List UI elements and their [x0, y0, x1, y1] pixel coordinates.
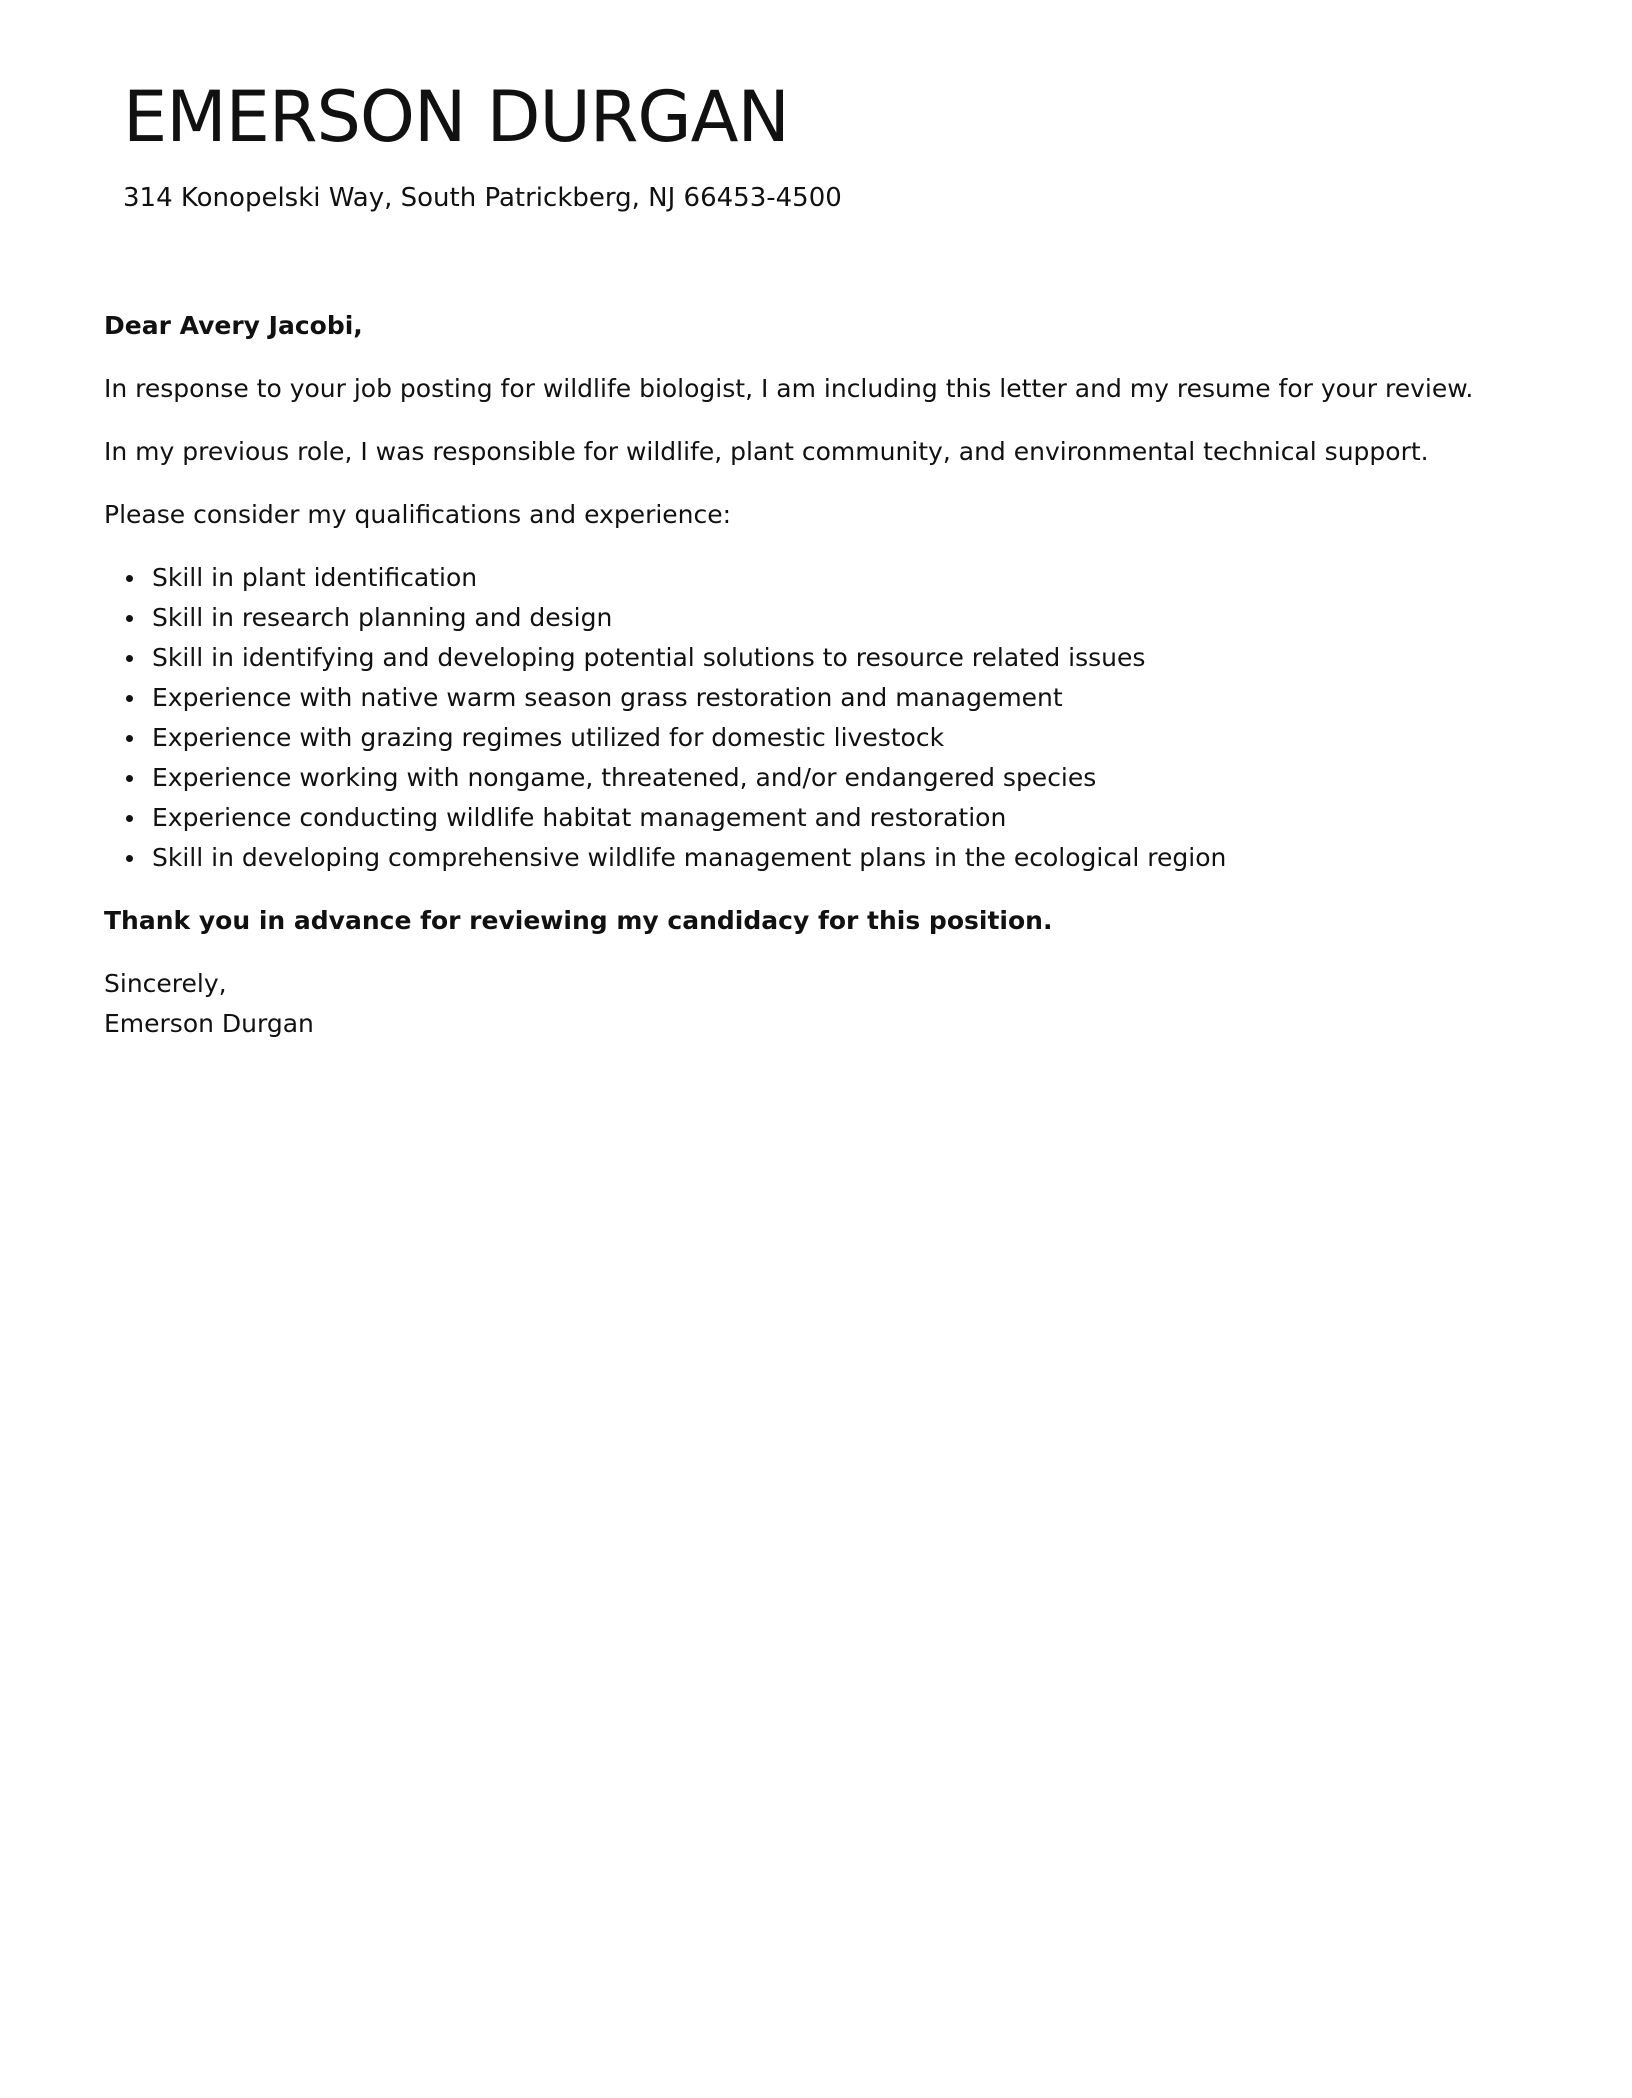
qualification-item: Skill in developing comprehensive wildlife management plans in the ecological region	[152, 838, 1544, 878]
previous-role-paragraph: In my previous role, I was responsible for wildlife, plant community, and environmental technical support.	[104, 437, 1429, 466]
qualification-item: Skill in research planning and design	[152, 598, 1544, 638]
signature-block	[104, 964, 1544, 1044]
sender-address: 314 Konopelski Way, South Patrickberg, NJ 66453-4500	[123, 183, 842, 213]
letter-body	[104, 306, 1544, 1044]
opening-paragraph: In response to your job posting for wildlife biologist, I am including this letter and my resume for your review.	[104, 374, 1474, 403]
qualification-item: Experience conducting wildlife habitat management and restoration	[152, 798, 1544, 838]
qualification-item: Experience working with nongame, threatened, and/or endangered species	[152, 758, 1544, 798]
thank-you-line: Thank you in advance for reviewing my candidacy for this position.	[104, 906, 1053, 935]
qualifications-intro: Please consider my qualifications and experience:	[104, 500, 732, 529]
signature-name: Emerson Durgan	[104, 1009, 314, 1038]
letter-header	[123, 72, 1523, 216]
qualification-item: Experience with grazing regimes utilized for domestic livestock	[152, 718, 1544, 758]
qualification-item: Skill in plant identification	[152, 558, 1544, 598]
qualification-item: Skill in identifying and developing potential solutions to resource related issues	[152, 638, 1544, 678]
closing-phrase: Sincerely,	[104, 969, 227, 998]
qualifications-list	[104, 558, 1544, 878]
sender-name: EMERSON DURGAN	[123, 76, 789, 158]
qualification-item: Experience with native warm season grass restoration and management	[152, 678, 1544, 718]
salutation: Dear Avery Jacobi,	[104, 311, 363, 340]
